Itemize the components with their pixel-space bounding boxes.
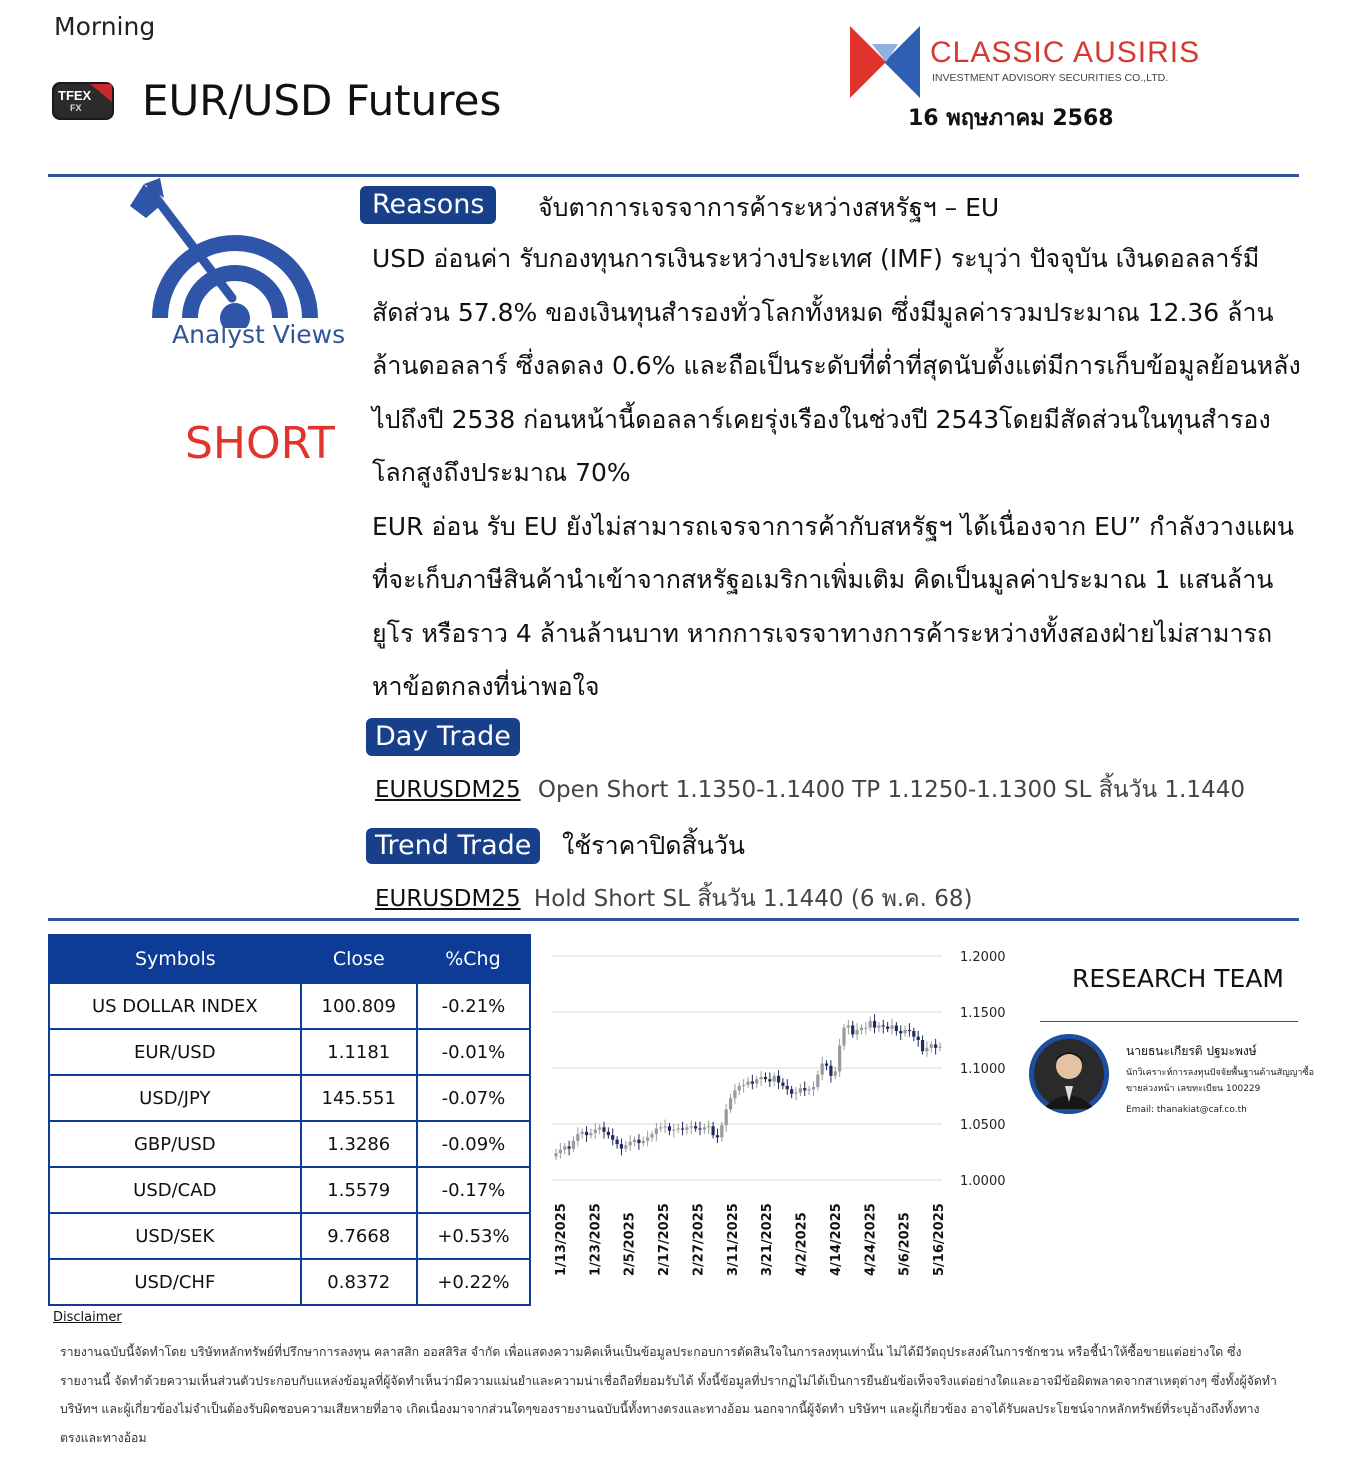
candle-body <box>659 1127 662 1128</box>
brand-name: CLASSIC AUSIRIS <box>930 36 1201 69</box>
candle-body <box>794 1093 797 1094</box>
svg-text:FX: FX <box>70 103 82 113</box>
candle-body <box>655 1128 658 1134</box>
candle-body <box>829 1066 832 1076</box>
candle-body <box>707 1126 710 1127</box>
candle-body <box>602 1127 605 1131</box>
trend-trade-note: ใช้ราคาปิดสิ้นวัน <box>562 831 745 860</box>
candle-body <box>694 1126 697 1128</box>
y-tick-label: 1.2000 <box>960 950 1006 965</box>
candle-body <box>895 1025 898 1031</box>
symbol-cell: USD/CHF <box>49 1259 301 1305</box>
candle-body <box>825 1064 828 1066</box>
edition-label: Morning <box>54 12 156 41</box>
candle-body <box>821 1064 824 1075</box>
candle-body <box>869 1021 872 1028</box>
research-divider <box>1040 1021 1298 1022</box>
page-title: EUR/USD Futures <box>142 76 502 125</box>
table-row <box>49 1121 530 1167</box>
table-row <box>49 1167 530 1213</box>
candle-body <box>917 1037 920 1040</box>
candle-body <box>912 1031 915 1037</box>
candle-body <box>668 1126 671 1130</box>
quotes-header-row <box>49 935 530 983</box>
candle-body <box>642 1141 645 1143</box>
x-tick-label: 4/14/2025 <box>828 1203 844 1276</box>
candle-body <box>864 1028 867 1029</box>
candle-body <box>620 1144 623 1148</box>
close-cell: 145.551 <box>301 1075 417 1121</box>
x-tick-label: 2/5/2025 <box>622 1212 638 1276</box>
candle-body <box>563 1146 566 1149</box>
change-cell: -0.07% <box>417 1075 530 1121</box>
candle-body <box>646 1137 649 1140</box>
candle-body <box>786 1086 789 1089</box>
day-trade-detail: Open Short 1.1350-1.1400 TP 1.1250-1.1300 SL สิ้นวัน 1.1440 <box>537 777 1245 803</box>
table-row <box>49 1029 530 1075</box>
candle-body <box>930 1044 933 1047</box>
candle-body <box>554 1153 557 1156</box>
x-tick-label: 2/17/2025 <box>657 1203 673 1276</box>
analyst-email: Email: thanakiat@caf.co.th <box>1126 1105 1247 1115</box>
day-trade-badge: Day Trade <box>366 718 520 756</box>
candle-body <box>629 1142 632 1145</box>
section-divider <box>48 918 1299 921</box>
candle-body <box>799 1088 802 1092</box>
svg-text:TFEX: TFEX <box>58 88 92 103</box>
candle-body <box>677 1128 680 1129</box>
candle-body <box>703 1127 706 1129</box>
tfex-logo <box>50 78 116 124</box>
candle-body <box>755 1079 758 1083</box>
candle-body <box>908 1030 911 1031</box>
y-tick-label: 1.0500 <box>960 1118 1006 1133</box>
change-cell: -0.01% <box>417 1029 530 1075</box>
reasons-body <box>372 232 1302 714</box>
candle-body <box>886 1027 889 1029</box>
candle-body <box>576 1134 579 1141</box>
brand-subtitle: INVESTMENT ADVISORY SECURITIES CO.,LTD. <box>932 72 1169 84</box>
header-change: %Chg <box>417 935 530 983</box>
candle-body <box>860 1028 863 1030</box>
close-cell: 1.5579 <box>301 1167 417 1213</box>
reason-paragraph-usd: USD อ่อนค่า รับกองทุนการเงินระหว่างประเทศ (IMF) ระบุว่า ปัจจุบัน เงินดอลลาร์มีสัดส่วน 57.8% ของเงินทุนสำรองทั่วโลกทั้งหมด ซึ่งมีมูลค่ารวมประมาณ 12.36 ล้านล้านดอลลาร์ ซึ่งลดลง 0.6% และถือเป็นระดับที่ต่ำที่สุดนับตั้งแต่มีการเก็บข้อมูลย้อนหลังไปถึงปี 2538 ก่อนหน้านี้ดอลลาร์เคยรุ่งเรืองในช่วงปี 2543โดยมีสัดส่วนในทุนสำรองโลกสูงถึงประมาณ 70% <box>372 244 1301 487</box>
table-row <box>49 1259 530 1305</box>
candle-body <box>637 1140 640 1143</box>
x-tick-label: 1/23/2025 <box>588 1203 604 1276</box>
candle-body <box>925 1048 928 1051</box>
header-close: Close <box>301 935 417 983</box>
symbol-cell: GBP/USD <box>49 1121 301 1167</box>
trend-trade-line <box>375 881 972 917</box>
close-cell: 0.8372 <box>301 1259 417 1305</box>
candle-body <box>598 1127 601 1129</box>
symbol-cell: USD/CAD <box>49 1167 301 1213</box>
candle-body <box>812 1087 815 1089</box>
trend-trade-symbol: EURUSDM25 <box>375 886 521 912</box>
x-tick-label: 3/11/2025 <box>725 1203 741 1276</box>
x-tick-label: 2/27/2025 <box>691 1203 707 1276</box>
change-cell: -0.21% <box>417 983 530 1029</box>
candle-body <box>633 1140 636 1142</box>
symbol-cell: USD/SEK <box>49 1213 301 1259</box>
close-cell: 100.809 <box>301 983 417 1029</box>
candle-body <box>816 1075 819 1087</box>
x-tick-label: 4/24/2025 <box>863 1203 879 1276</box>
candle-body <box>773 1076 776 1082</box>
candle-body <box>855 1030 858 1034</box>
symbol-cell: EUR/USD <box>49 1029 301 1075</box>
change-cell: -0.17% <box>417 1167 530 1213</box>
research-team-title: RESEARCH TEAM <box>1072 964 1284 993</box>
candle-body <box>803 1088 806 1090</box>
header-divider <box>48 174 1299 177</box>
candle-body <box>589 1133 592 1135</box>
analyst-role: นักวิเคราะห์การลงทุนปัจจัยพื้นฐานด้านสัญญาซื้อขายล่วงหน้า เลขทะเบียน 100229 <box>1126 1068 1314 1094</box>
candle-body <box>751 1081 754 1083</box>
candle-body <box>594 1130 597 1133</box>
candle-body <box>934 1044 937 1047</box>
candle-body <box>650 1134 653 1137</box>
candle-body <box>847 1025 850 1027</box>
candle-body <box>725 1109 728 1125</box>
quotes-table <box>48 934 531 1306</box>
reasons-heading: จับตาการเจรจาการค้าระหว่างสหรัฐฯ – EU <box>538 193 1000 222</box>
close-cell: 1.3286 <box>301 1121 417 1167</box>
disclaimer-title: Disclaimer <box>53 1310 122 1325</box>
y-tick-label: 1.1000 <box>960 1062 1006 1077</box>
change-cell: +0.22% <box>417 1259 530 1305</box>
candle-body <box>607 1132 610 1135</box>
candle-body <box>559 1150 562 1153</box>
candle-body <box>716 1135 719 1137</box>
x-tick-label: 4/2/2025 <box>794 1212 810 1276</box>
candle-body <box>781 1083 784 1086</box>
candle-body <box>873 1021 876 1028</box>
candle-body <box>938 1047 941 1048</box>
trend-trade-detail: Hold Short SL สิ้นวัน 1.1440 (6 พ.ค. 68) <box>533 886 973 912</box>
candle-body <box>764 1077 767 1079</box>
candle-body <box>842 1028 845 1046</box>
candle-body <box>624 1145 627 1148</box>
y-tick-label: 1.0000 <box>960 1174 1006 1189</box>
disclaimer-text: รายงานฉบับนี้จัดทำโดย บริษัทหลักทรัพย์ที่ปรึกษาการลงทุน คลาสสิก ออสสิริส จำกัด เพื่อแสดงความคิดเห็นเป็นข้อมูลประกอบการตัดสินใจในการลงทุนเท่านั้น ไม่ได้มีวัตถุประสงค์ในการชักชวน หรือชี้นำให้ซื้อขายแต่อย่างใด ซึ่งรายงานนี้ จัดทำด้วยความเห็นส่วนตัวประกอบกับแหล่งข้อมูลที่ผู้จัดทำเห็นว่ามีความแม่นยำและความน่าเชื่อถือที่ยอมรับได้ ทั้งนี้ข้อมูลที่ปรากฏไม่ได้เป็นการยืนยันข้อเท็จจริงแต่อย่างใดและอาจมีข้อผิดพลาดจากสาเหตุต่างๆ ซึ่งทั้งผู้จัดทำ บริษัทฯ และผู้เกี่ยวข้องไม่จำเป็นต้องรับผิดชอบความเสียหายที่อาจ เกิดเนื่องมาจากส่วนใดๆของรายงานฉบับนี้ทั้งทางตรงและทางอ้อม นอกจากนี้ผู้จัดทำ บริษัทฯ และผู้เกี่ยวข้อง อาจได้รับผลประโยชน์จากหลักทรัพย์ที่ระบุอ้างถึงทั้งทางตรงและทางอ้อม <box>60 1345 1277 1445</box>
candle-body <box>585 1132 588 1135</box>
candle-body <box>690 1126 693 1127</box>
target-dart-icon <box>130 178 340 328</box>
candle-body <box>759 1077 762 1079</box>
table-row <box>49 1213 530 1259</box>
table-row <box>49 983 530 1029</box>
candle-body <box>877 1025 880 1027</box>
candle-body <box>672 1130 675 1131</box>
close-cell: 1.1181 <box>301 1029 417 1075</box>
candle-body <box>882 1025 885 1026</box>
candle-body <box>742 1085 745 1086</box>
reasons-badge: Reasons <box>360 186 496 224</box>
symbol-cell: US DOLLAR INDEX <box>49 983 301 1029</box>
candle-body <box>720 1125 723 1137</box>
avatar <box>1029 1034 1109 1114</box>
analyst-view-signal: SHORT <box>185 418 335 469</box>
candle-body <box>790 1089 793 1093</box>
day-trade-symbol: EURUSDM25 <box>375 777 521 803</box>
candle-body <box>777 1076 780 1083</box>
candle-body <box>768 1079 771 1081</box>
candle-body <box>851 1025 854 1034</box>
analyst-views-label: Analyst Views <box>172 320 346 349</box>
candle-body <box>611 1135 614 1139</box>
candle-body <box>899 1031 902 1033</box>
day-trade-line <box>375 772 1245 808</box>
x-tick-label: 5/16/2025 <box>932 1203 947 1276</box>
candle-body <box>746 1081 749 1084</box>
x-tick-label: 1/13/2025 <box>554 1203 569 1276</box>
candle-body <box>685 1127 688 1129</box>
candle-body <box>581 1132 584 1134</box>
header-symbols: Symbols <box>49 935 301 983</box>
candle-body <box>921 1040 924 1051</box>
eurusd-price-chart <box>540 936 1020 1286</box>
analyst-name: นายธนะเกียรติ ปฐมะพงษ์ <box>1126 1044 1257 1058</box>
candle-body <box>838 1046 841 1072</box>
candle-body <box>733 1090 736 1098</box>
close-cell: 9.7668 <box>301 1213 417 1259</box>
candle-body <box>681 1128 684 1129</box>
candle-body <box>738 1086 741 1090</box>
y-tick-label: 1.1500 <box>960 1006 1006 1021</box>
candle-body <box>834 1071 837 1075</box>
candle-body <box>663 1126 666 1127</box>
brand-logo-icon <box>850 26 920 98</box>
candle-body <box>903 1030 906 1033</box>
candle-body <box>807 1089 810 1090</box>
table-row <box>49 1075 530 1121</box>
report-date: 16 พฤษภาคม 2568 <box>908 106 1114 131</box>
change-cell: +0.53% <box>417 1213 530 1259</box>
x-tick-label: 3/21/2025 <box>760 1203 776 1276</box>
candle-body <box>729 1098 732 1109</box>
trend-trade-badge: Trend Trade <box>366 828 540 864</box>
candle-body <box>567 1146 570 1148</box>
candle-body <box>711 1126 714 1135</box>
candle-body <box>698 1128 701 1129</box>
reason-paragraph-eur: EUR อ่อน รับ EU ยังไม่สามารถเจรจาการค้ากับสหรัฐฯ ได้เนื่องจาก EU” กำลังวางแผนที่จะเก็บภาษีสินค้านำเข้าจากสหรัฐอเมริกาเพิ่มเติม คิดเป็นมูลค่าประมาณ 1 แสนล้านยูโร หรือราว 4 ล้านล้านบาท หากการเจรจาทางการค้าระหว่างทั้งสองฝ่ายไม่สามารถหาข้อตกลงที่น่าพอใจ <box>372 511 1294 701</box>
change-cell: -0.09% <box>417 1121 530 1167</box>
candle-body <box>890 1025 893 1028</box>
x-tick-label: 5/6/2025 <box>897 1212 913 1276</box>
symbol-cell: USD/JPY <box>49 1075 301 1121</box>
candle-body <box>615 1140 618 1144</box>
candle-body <box>572 1141 575 1149</box>
